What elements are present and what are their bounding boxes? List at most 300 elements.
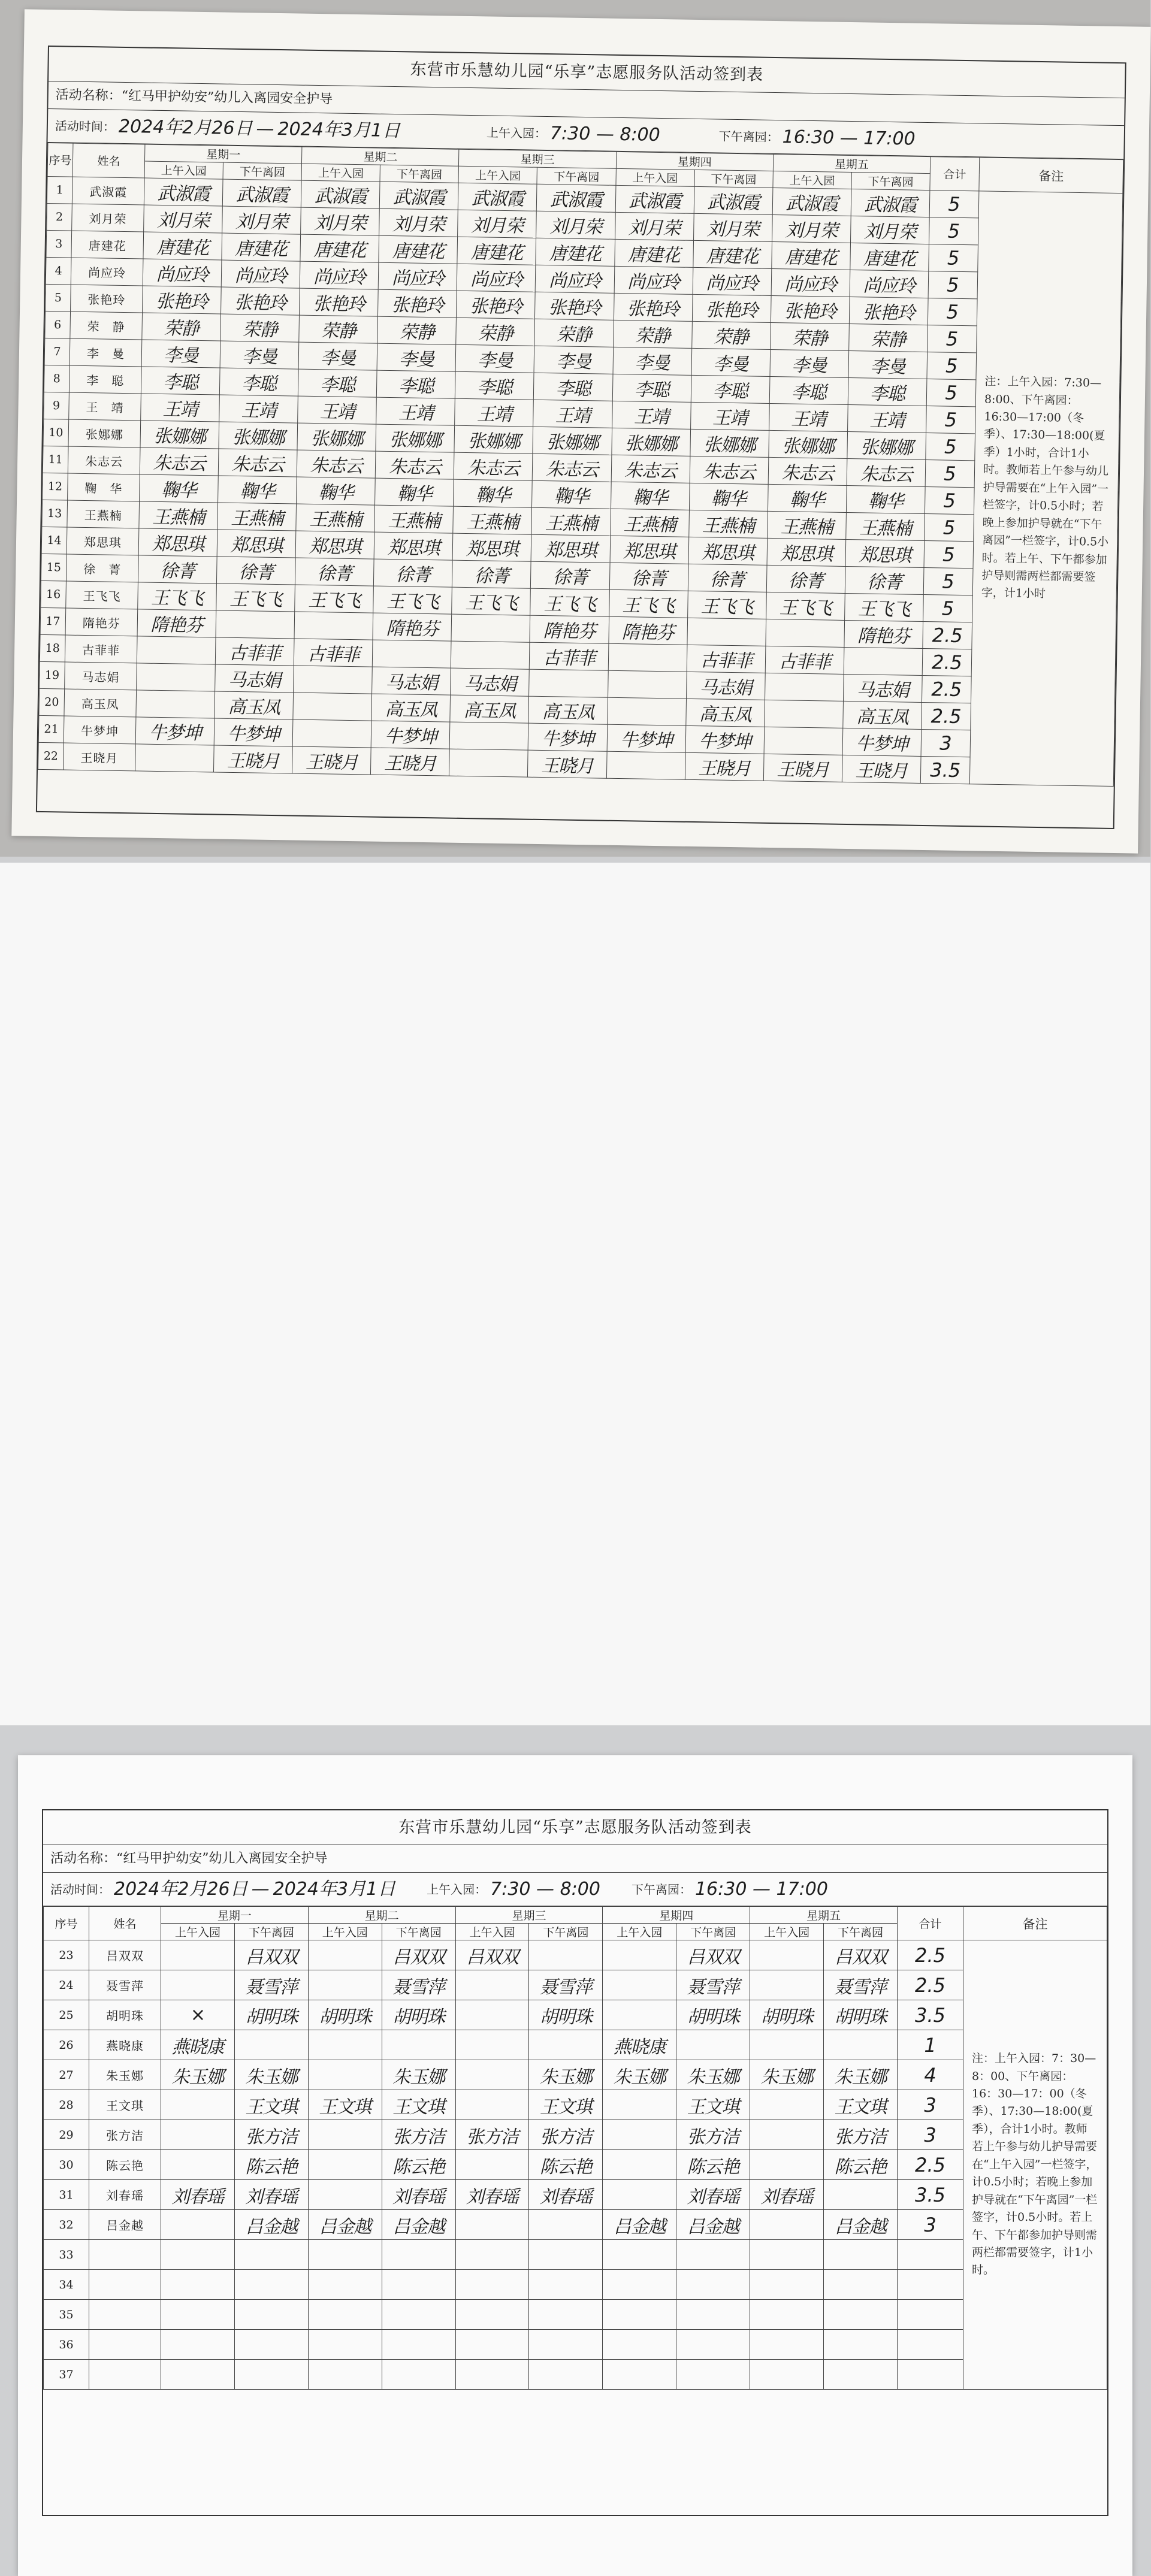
signature-cell: [750, 1970, 824, 2000]
signature-cell: 唐建花: [693, 240, 772, 268]
signature-cell: 徐菁: [295, 558, 374, 586]
signature-cell: 王文琪: [529, 2090, 603, 2120]
signature-cell: 王飞飞: [687, 591, 766, 619]
signature-cell: 高玉凤: [450, 695, 529, 723]
table-row: [44, 2000, 1107, 2030]
pm-header: 下午离园: [234, 1924, 308, 1940]
signature-cell: 刘春瑶: [234, 2180, 308, 2210]
signature-cell: 郑思琪: [295, 531, 374, 559]
signature-cell: 古菲菲: [687, 645, 766, 673]
staff-name: 王燕楠: [67, 500, 140, 528]
am-value: 7:30 — 8:00: [490, 1878, 600, 1900]
signature-cell: [844, 647, 923, 675]
time-row: [43, 1873, 1107, 1906]
signature-cell: [529, 669, 608, 697]
signature-cell: 徐菁: [138, 555, 217, 583]
signature-cell: [308, 2300, 382, 2330]
signature-cell: 王靖: [533, 400, 612, 428]
signature-cell: [608, 670, 687, 699]
signature-cell: 马志娟: [686, 672, 765, 700]
signature-cell: 张娜娜: [219, 422, 298, 450]
signature-cell: [750, 2270, 824, 2300]
signature-cell: [137, 663, 216, 691]
signature-cell: 朱志云: [140, 448, 219, 476]
row-index: 35: [44, 2300, 89, 2330]
staff-name: 李 曼: [70, 338, 142, 367]
signature-cell: 刘月荣: [772, 214, 851, 243]
signature-cell: 刘月荣: [301, 207, 380, 235]
signature-cell: [750, 2120, 824, 2150]
staff-name: 高玉凤: [64, 689, 137, 717]
staff-name: 武淑霞: [72, 177, 144, 205]
signature-cell: 张娜娜: [376, 424, 455, 452]
day-header: 星期三: [455, 1907, 603, 1924]
signature-cell: 荣静: [691, 321, 771, 349]
table-row: [44, 2060, 1107, 2090]
signature-cell: 李聪: [612, 374, 691, 402]
signature-cell: [455, 2030, 529, 2060]
day-header: 星期五: [750, 1907, 898, 1924]
staff-name: 鞠 华: [68, 473, 140, 501]
signature-cell: 武淑霞: [851, 189, 930, 217]
total-hours: [898, 2300, 963, 2330]
signature-cell: 聂雪萍: [824, 1970, 898, 2000]
signature-cell: 武淑霞: [144, 178, 223, 206]
signature-cell: 尚应玲: [850, 270, 929, 298]
row-index: 19: [40, 661, 65, 689]
signature-cell: 鞠华: [846, 485, 925, 513]
signature-cell: 李聪: [534, 373, 613, 401]
signature-cell: 郑思琪: [845, 539, 925, 567]
signature-cell: [676, 2030, 750, 2060]
signature-cell: 武淑霞: [772, 188, 851, 216]
total-hours: 2.5: [898, 2150, 963, 2180]
signature-cell: 燕晓康: [161, 2030, 235, 2060]
signature-cell: 吕金越: [676, 2210, 750, 2240]
total-hours: 2.5: [898, 1970, 963, 2000]
signature-cell: 李曼: [220, 341, 299, 369]
signature-cell: 王靖: [847, 404, 926, 433]
signature-cell: 吕双双: [676, 1940, 750, 1970]
activity-name: “红马甲护幼安”幼儿入离园安全护导: [121, 88, 333, 107]
signature-cell: [450, 722, 529, 750]
total-hours: 5: [926, 433, 975, 461]
total-hours: 2.5: [923, 622, 972, 649]
signature-cell: 徐菁: [217, 557, 296, 585]
signature-cell: [382, 2240, 455, 2270]
signature-cell: [750, 2330, 824, 2360]
signature-cell: [766, 619, 845, 647]
pm-label: 下午离园：: [718, 129, 779, 144]
signature-cell: 吕双双: [824, 1940, 898, 1970]
table-body: [44, 1940, 1107, 2390]
total-hours: 2.5: [922, 648, 972, 676]
signature-cell: 王飞飞: [373, 586, 452, 614]
signature-cell: 尚应玲: [378, 262, 457, 291]
signature-cell: [750, 2030, 824, 2060]
signature-cell: 聂雪萍: [676, 1970, 750, 2000]
row-index: 21: [38, 715, 64, 743]
signature-cell: 刘月荣: [536, 211, 615, 239]
staff-name: [89, 2300, 161, 2330]
signature-cell: 郑思琪: [610, 536, 689, 564]
photo-bottom: [0, 863, 1150, 2381]
signature-cell: 尚应玲: [300, 261, 379, 289]
row-index: 22: [38, 742, 64, 770]
total-hours: 5: [925, 487, 974, 515]
am-header: 上午入园: [455, 1924, 529, 1940]
signature-cell: 朱玉娜: [382, 2060, 455, 2090]
signature-cell: 张娜娜: [690, 429, 769, 457]
signature-cell: 王燕楠: [374, 505, 454, 533]
staff-name: 吕金越: [89, 2210, 161, 2240]
row-index: 32: [44, 2210, 89, 2240]
signature-cell: 聂雪萍: [382, 1970, 455, 2000]
time-sep: —: [251, 1878, 270, 1900]
row-index: 31: [44, 2180, 89, 2210]
signature-cell: [161, 2150, 235, 2180]
signature-cell: [455, 1970, 529, 2000]
time-label: 活动时间：: [50, 1882, 110, 1897]
signature-cell: 王靖: [376, 397, 455, 425]
signature-cell: 聂雪萍: [234, 1970, 308, 2000]
day-header: 星期四: [603, 1907, 750, 1924]
total-hours: [898, 2270, 963, 2300]
day-header: 星期二: [302, 147, 460, 166]
signature-cell: 王飞飞: [609, 589, 688, 618]
signature-cell: [234, 2240, 308, 2270]
table-row: [44, 2120, 1107, 2150]
am-header: 上午入园: [144, 161, 223, 179]
signature-cell: 陈云艳: [824, 2150, 898, 2180]
signature-cell: 唐建花: [143, 232, 222, 260]
row-index: 16: [41, 580, 67, 608]
signature-cell: 王燕楠: [531, 507, 611, 536]
signature-cell: [603, 2000, 676, 2030]
name-header: 姓名: [89, 1907, 161, 1940]
total-hours: 2.5: [922, 702, 971, 730]
sheet-frame: [42, 1809, 1108, 2516]
signature-cell: 王飞飞: [138, 582, 217, 610]
row-index: 27: [44, 2060, 89, 2090]
signature-cell: 鞠华: [375, 478, 454, 506]
photo-top: [0, 0, 1150, 857]
signature-cell: 朱志云: [611, 455, 690, 483]
signature-cell: 高玉凤: [371, 694, 451, 722]
am-header: 上午入园: [301, 164, 380, 182]
signature-cell: 荣静: [299, 315, 378, 343]
signature-cell: 鞠华: [218, 476, 297, 504]
total-hours: 3: [898, 2090, 963, 2120]
total-hours: 1: [898, 2030, 963, 2060]
signature-cell: 郑思琪: [767, 538, 846, 566]
row-index: 4: [46, 257, 71, 285]
signature-cell: [137, 636, 216, 664]
time-sep: —: [256, 117, 274, 140]
sheet-frame: [36, 46, 1126, 829]
remark-header: 备注: [963, 1907, 1107, 1940]
signature-cell: [603, 2360, 676, 2390]
signature-cell: [216, 610, 295, 639]
signature-cell: 王文琪: [308, 2090, 382, 2120]
signature-cell: [234, 2300, 308, 2330]
remark-header: 备注: [979, 158, 1123, 193]
signature-cell: 荣静: [613, 320, 692, 348]
signature-cell: 吕金越: [382, 2210, 455, 2240]
signature-cell: 王燕楠: [217, 503, 297, 531]
signature-cell: 刘春瑶: [529, 2180, 603, 2210]
signature-cell: 刘春瑶: [382, 2180, 455, 2210]
signature-cell: 牛梦坤: [135, 717, 215, 745]
signature-cell: 张艳玲: [378, 289, 457, 318]
signature-cell: [603, 2090, 676, 2120]
row-index: 36: [44, 2330, 89, 2360]
signature-cell: [676, 2330, 750, 2360]
staff-name: 刘春瑶: [89, 2180, 161, 2210]
signature-cell: 朱玉娜: [234, 2060, 308, 2090]
pm-header: 下午离园: [529, 1924, 603, 1940]
signature-cell: 武淑霞: [458, 183, 537, 211]
signature-cell: [824, 2300, 898, 2330]
signature-cell: 王飞飞: [530, 588, 609, 616]
signature-cell: [455, 2300, 529, 2330]
signature-cell: 刘月荣: [615, 212, 694, 240]
signature-cell: 刘春瑶: [455, 2180, 529, 2210]
signature-cell: [455, 2360, 529, 2390]
activity-row: [43, 1845, 1107, 1873]
table-row: [44, 2180, 1107, 2210]
signature-cell: [308, 2270, 382, 2300]
signature-cell: 朱玉娜: [529, 2060, 603, 2090]
row-index: 5: [46, 284, 71, 312]
total-hours: 5: [928, 325, 977, 353]
pm-header: 下午离园: [537, 167, 616, 185]
signature-cell: [603, 2150, 676, 2180]
name-header: 姓名: [72, 143, 145, 178]
signature-cell: 尚应玲: [143, 259, 222, 287]
signature-cell: 唐建花: [300, 234, 379, 262]
signature-cell: [161, 2360, 235, 2390]
signature-cell: 朱玉娜: [824, 2060, 898, 2090]
am-value: 7:30 — 8:00: [549, 122, 661, 146]
total-hours: 3: [898, 2210, 963, 2240]
signature-cell: 张方洁: [676, 2120, 750, 2150]
table-row: [44, 1970, 1107, 2000]
signature-cell: 李聪: [377, 370, 456, 398]
total-hours: 4: [898, 2060, 963, 2090]
signature-cell: 隋艳芬: [844, 620, 923, 648]
signature-cell: [455, 2210, 529, 2240]
signature-cell: [136, 690, 215, 718]
staff-name: 张方洁: [89, 2120, 161, 2150]
signature-cell: 吕金越: [603, 2210, 676, 2240]
total-hours: 3.5: [898, 2000, 963, 2030]
staff-name: 马志娟: [65, 662, 137, 690]
row-index: 17: [40, 607, 66, 635]
day-header: 星期一: [161, 1907, 309, 1924]
day-header: 星期四: [616, 152, 774, 171]
signature-cell: [308, 2360, 382, 2390]
signature-cell: 马志娟: [372, 667, 451, 695]
signature-cell: [294, 612, 373, 640]
signature-cell: 王晓月: [842, 755, 921, 783]
signature-cell: 郑思琪: [531, 534, 611, 563]
row-index: 3: [46, 230, 72, 258]
staff-name: [89, 2240, 161, 2270]
signature-cell: 鞠华: [140, 474, 219, 503]
signature-cell: [824, 2270, 898, 2300]
pm-header: 下午离园: [824, 1924, 898, 1940]
signature-cell: 古菲菲: [530, 642, 609, 670]
signature-cell: 牛梦坤: [607, 724, 686, 752]
staff-name: 郑思琪: [67, 527, 139, 555]
signature-cell: [294, 666, 373, 694]
time-start: 2024年2月26日: [118, 116, 253, 139]
signature-cell: 张方洁: [382, 2120, 455, 2150]
index-header: 序号: [47, 143, 73, 177]
staff-name: [89, 2360, 161, 2390]
am-label: 上午入园：: [486, 125, 547, 141]
signature-cell: 王文琪: [234, 2090, 308, 2120]
signature-cell: [603, 2270, 676, 2300]
signature-cell: 徐菁: [845, 566, 924, 594]
total-hours: [898, 2360, 963, 2390]
signature-cell: 尚应玲: [693, 267, 772, 295]
signature-cell: 王燕楠: [688, 510, 768, 538]
signature-cell: 王晓月: [292, 746, 371, 775]
signature-cell: 胡明珠: [750, 2000, 824, 2030]
signature-cell: 王飞飞: [844, 593, 923, 621]
signature-cell: 唐建花: [772, 241, 851, 270]
signature-cell: 胡明珠: [308, 2000, 382, 2030]
signature-cell: [308, 2180, 382, 2210]
signature-cell: [308, 2150, 382, 2180]
signature-cell: 武淑霞: [301, 180, 380, 208]
signature-cell: 陈云艳: [529, 2150, 603, 2180]
signature-cell: 吕金越: [234, 2210, 308, 2240]
signature-cell: [529, 2360, 603, 2390]
signature-cell: 唐建花: [850, 243, 929, 271]
signature-cell: [161, 2210, 235, 2240]
staff-name: 吕双双: [89, 1940, 161, 1970]
signature-cell: 李聪: [141, 367, 220, 395]
signature-cell: 张艳玲: [221, 287, 300, 315]
activity-name: “红马甲护幼安”幼儿入离园安全护导: [116, 1851, 328, 1866]
signature-cell: 朱志云: [690, 456, 769, 484]
staff-name: 朱玉娜: [89, 2060, 161, 2090]
pm-value: 16:30 — 17:00: [782, 126, 916, 150]
signature-cell: [292, 719, 371, 748]
signature-cell: 张娜娜: [847, 431, 926, 459]
signature-cell: [824, 2240, 898, 2270]
pm-header: 下午离园: [676, 1924, 750, 1940]
sheet-title: 东营市乐慧幼儿园“乐享”志愿服务队活动签到表: [49, 47, 1125, 98]
remark-note: 注：上午入园：7：30—8：00、下午离园：16：30—17：00（冬季）、17:30—18:00(夏季），合计1小时。教师若上午参与幼儿护导需要在“上午入园”一栏签字，计0.5小时；若晚上参加护导就在“下午离园”一栏签字，计0.5小时。若上午、下午都参加护导则需两栏都需要签字，计1小时。: [963, 1940, 1107, 2390]
signature-cell: 唐建花: [536, 238, 615, 266]
signature-cell: 王燕楠: [139, 501, 218, 530]
signature-cell: 鞠华: [532, 480, 611, 509]
row-index: 2: [47, 203, 72, 231]
signature-cell: [234, 2030, 308, 2060]
signature-cell: [382, 2270, 455, 2300]
signature-cell: 朱志云: [454, 452, 533, 480]
signature-cell: 李曼: [455, 344, 534, 373]
signature-cell: 李聪: [219, 368, 298, 396]
signature-cell: 刘月荣: [222, 206, 301, 234]
signature-cell: 牛梦坤: [685, 725, 765, 754]
time-end: 2024年3月1日: [273, 1878, 396, 1900]
signature-cell: 郑思琪: [374, 532, 453, 560]
signature-cell: 燕晓康: [603, 2030, 676, 2060]
signature-cell: 王燕楠: [296, 504, 375, 532]
signature-cell: [676, 2360, 750, 2390]
table-row: [44, 2300, 1107, 2330]
signature-cell: 张艳玲: [457, 291, 536, 319]
staff-name: 古菲菲: [65, 635, 137, 663]
signature-cell: 张艳玲: [535, 292, 614, 320]
remark-note: 注：上午入园：7:30—8:00、下午离园：16:30—17:00（冬季）、17:30—18:00(夏季）1小时，合计1小时。教师若上午参与幼儿护导需要在“上午入园”一栏签字，计0.5小时；若晚上参加护导就在“下午离园”一栏签字，计0.5小时。若上午、下午都参加护导则需两栏都需要签字，计1小时: [969, 191, 1123, 787]
signature-cell: 李曼: [613, 347, 692, 375]
row-index: 26: [44, 2030, 89, 2060]
signature-cell: [455, 2240, 529, 2270]
signature-cell: 李曼: [534, 346, 613, 374]
signature-cell: [750, 2360, 824, 2390]
signature-cell: 李曼: [848, 350, 928, 379]
signature-cell: 王飞飞: [766, 592, 845, 620]
signature-cell: [529, 2270, 603, 2300]
signature-cell: 荣静: [377, 316, 457, 344]
signature-cell: [529, 2300, 603, 2330]
table-row: [44, 2240, 1107, 2270]
signature-cell: 鞠华: [689, 483, 768, 511]
signature-cell: 唐建花: [614, 239, 693, 267]
signature-cell: 牛梦坤: [371, 721, 450, 749]
signature-cell: 徐菁: [766, 565, 845, 593]
signature-cell: 张艳玲: [849, 297, 928, 325]
table-row: [44, 2210, 1107, 2240]
signature-cell: [750, 2210, 824, 2240]
signature-cell: [382, 2360, 455, 2390]
signature-cell: 张艳玲: [300, 288, 379, 316]
signature-cell: [455, 2090, 529, 2120]
signature-cell: 王晓月: [371, 748, 450, 776]
signature-cell: [529, 2330, 603, 2360]
staff-name: 陈云艳: [89, 2150, 161, 2180]
signature-cell: 王文琪: [676, 2090, 750, 2120]
signature-cell: [451, 614, 530, 642]
total-hours: 5: [928, 271, 978, 299]
signature-cell: 刘月荣: [693, 213, 772, 241]
staff-name: 聂雪萍: [89, 1970, 161, 2000]
signature-cell: [750, 1940, 824, 1970]
signature-cell: [308, 2240, 382, 2270]
total-hours: 3: [921, 729, 971, 757]
signature-cell: [451, 641, 530, 669]
day-header: 星期三: [459, 149, 617, 168]
staff-name: 牛梦坤: [64, 716, 136, 744]
staff-name: 朱志云: [68, 446, 140, 474]
staff-name: 燕晓康: [89, 2030, 161, 2060]
staff-name: 王 靖: [69, 392, 141, 421]
signature-cell: [603, 2120, 676, 2150]
row-index: 15: [41, 554, 67, 581]
staff-name: 荣 静: [70, 312, 143, 340]
signature-cell: [234, 2270, 308, 2300]
signature-cell: [824, 2180, 898, 2210]
am-header: 上午入园: [161, 1924, 235, 1940]
row-index: 20: [39, 688, 65, 716]
day-header: 星期五: [773, 154, 931, 173]
